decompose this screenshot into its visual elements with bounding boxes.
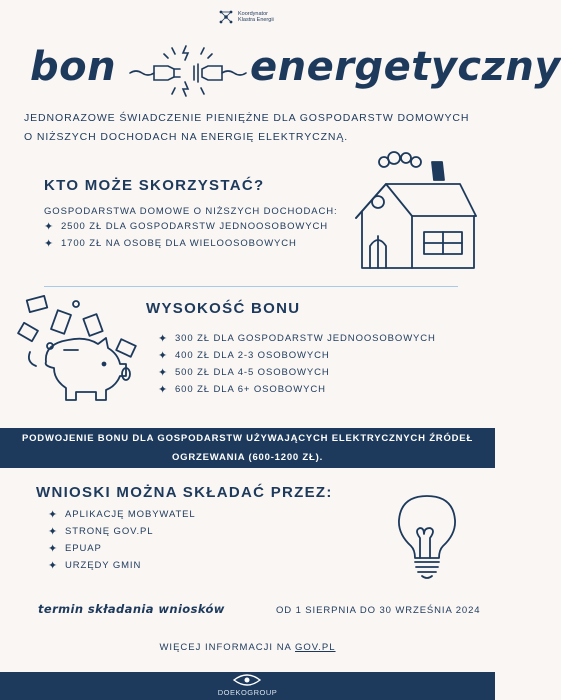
gov-pl-link[interactable]: GOV.PL [295,642,336,653]
sparkle-icon: ✦ [48,509,59,521]
logo-line-2: Klastra Energii [238,17,274,23]
list-item: ✦ URZĘDY GMIN [48,560,142,572]
list-item: ✦ STRONĘ GOV.PL [48,526,154,538]
sparkle-icon: ✦ [158,367,169,379]
coordinator-logo [218,9,274,25]
sparkle-icon: ✦ [48,560,59,572]
list-item: ✦ 300 ZŁ DLA GOSPODARSTW JEDNOOSOBOWYCH [158,333,436,345]
house-icon [352,150,482,275]
piggy-bank-icon [6,294,146,414]
list-item: ✦ 1700 ZŁ NA OSOBĘ DLA WIELOOSOBOWYCH [44,238,297,250]
title-word-bon: bon [30,44,117,90]
list-item: ✦ 2500 ZŁ DLA GOSPODARSTW JEDNOOSOBOWYCH [44,221,329,233]
electric-plug-icon [128,40,248,105]
banner-text: PODWOJENIE BONU DLA GOSPODARSTW UŻYWAJĄCYCH ELEKTRYCZNYCH ŹRÓDEŁ OGRZEWANIA (600-1200 ZŁ). [21,433,474,463]
sparkle-icon: ✦ [158,333,169,345]
doekogroup-logo-icon [232,673,262,687]
footer-logo: DOEKOGROUP [217,688,278,697]
light-bulb-illustration [392,492,462,587]
more-info [0,642,495,653]
list-item: ✦ 400 ZŁ DLA 2-3 OSOBOWYCH [158,350,330,362]
sparkle-icon: ✦ [48,543,59,555]
sparkle-icon: ✦ [44,221,55,233]
cluster-network-icon [218,9,234,25]
deadline-value: OD 1 SIERPNIA DO 30 WRZEŚNIA 2024 [276,605,481,616]
sparkle-icon: ✦ [158,384,169,396]
list-item: ✦ EPUAP [48,543,102,555]
who-list [44,218,328,252]
sparkle-icon: ✦ [48,526,59,538]
deadline-label: termin składania wniosków [38,602,225,616]
more-info-text: WIĘCEJ INFORMACJI NA [159,642,292,653]
title-word-energetyczny: energetyczny [250,44,561,90]
house-illustration [352,150,482,280]
who-subheading: GOSPODARSTWA DOMOWE O NIŻSZYCH DOCHODACH: [44,206,338,217]
intro-text: JEDNORAZOWE ŚWIADCZENIE PIENIĘŻNE DLA GOSPODARSTW DOMOWYCH O NIŻSZYCH DOCHODACH NA ENERGIĘ ELEKTRYCZNĄ. [24,112,470,143]
light-bulb-icon [392,492,462,582]
amount-heading: WYSOKOŚĆ BONU [146,300,301,317]
logo-line-1: Koordynator [238,11,268,17]
sparkle-icon: ✦ [44,238,55,250]
list-item: ✦ 600 ZŁ DLA 6+ OSOBOWYCH [158,384,326,396]
list-item: ✦ APLIKACJĘ MOBYWATEL [48,509,196,521]
amount-list [158,330,436,398]
who-heading: KTO MOŻE SKORZYSTAĆ? [44,177,265,194]
apply-list [48,506,196,574]
piggy-bank-illustration [6,294,146,419]
section-divider [44,286,458,287]
doubling-banner [0,428,495,468]
sparkle-icon: ✦ [158,350,169,362]
list-item: ✦ 500 ZŁ DLA 4-5 OSOBOWYCH [158,367,330,379]
apply-heading: WNIOSKI MOŻNA SKŁADAĆ PRZEZ: [36,484,333,501]
